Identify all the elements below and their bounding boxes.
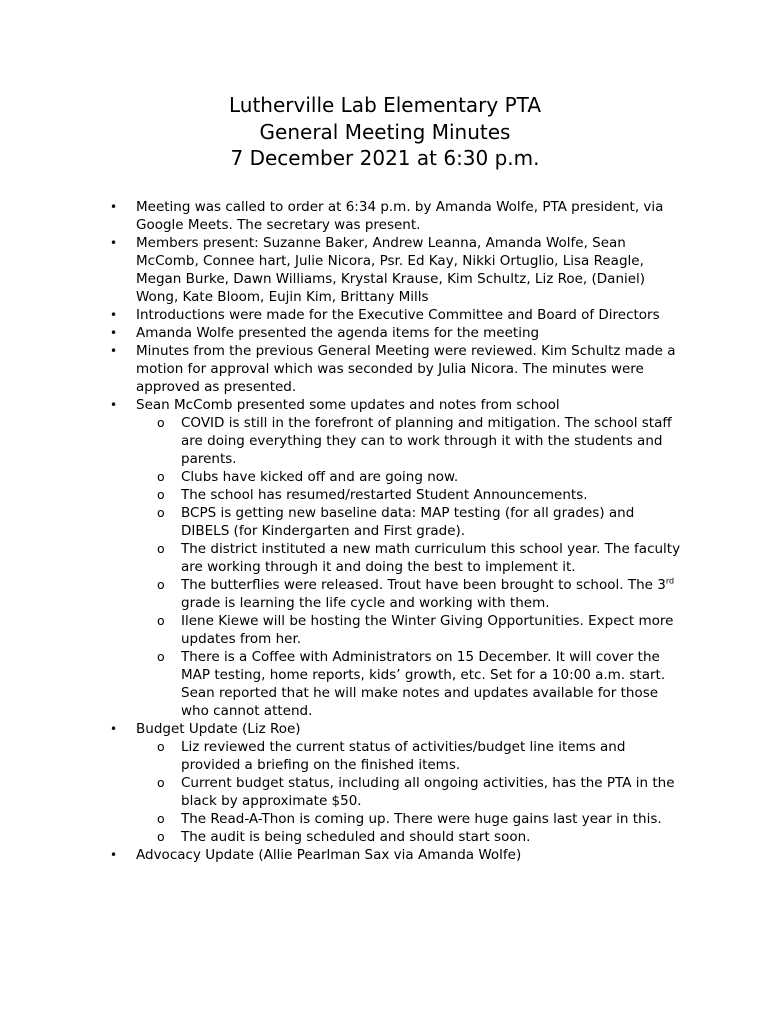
document-title xyxy=(0,92,770,172)
sub-item-text: The school has resumed/restarted Student Announcements. xyxy=(181,487,588,503)
list-item-advocacy-update xyxy=(0,846,684,864)
bullet-icon: • xyxy=(110,308,118,322)
bullet-icon: • xyxy=(110,236,118,250)
sub-item-text: Ilene Kiewe will be hosting the Winter Giving Opportunities. Expect more updates from her. xyxy=(181,613,674,647)
sub-item-math-curriculum xyxy=(0,540,684,576)
list-item-text: Amanda Wolfe presented the agenda items for the meeting xyxy=(136,325,540,341)
title-organization: Lutherville Lab Elementary PTA xyxy=(228,93,541,117)
sub-bullet-icon: o xyxy=(157,577,165,592)
sub-item-text: BCPS is getting new baseline data: MAP testing (for all grades) and DIBELS (for Kindergarten and First grade). xyxy=(181,505,635,539)
list-item-text: Budget Update (Liz Roe) xyxy=(136,721,301,737)
sub-bullet-icon: o xyxy=(157,469,165,484)
list-item-text: Members present: Suzanne Baker, Andrew Leanna, Amanda Wolfe, Sean McComb, Connee hart, Julie Nicora, Psr. Ed Kay, Nikki Ortuglio, Lisa Reagle, Megan Burke, Dawn Williams, Krystal Krause, Kim Schultz, Liz Roe, (Daniel) Wong, Kate Bloom, Eujin Kim, Brittany Mills xyxy=(136,235,646,305)
bullet-icon: • xyxy=(110,326,118,340)
list-item-text: Introductions were made for the Executive Committee and Board of Directors xyxy=(136,307,660,323)
sub-item-text: Clubs have kicked off and are going now. xyxy=(181,469,459,485)
title-meeting-type: General Meeting Minutes xyxy=(259,119,511,144)
sub-item-text: There is a Coffee with Administrators on 15 December. It will cover the MAP testing, home reports, kids’ growth, etc. Set for a 10:00 a.m. start. Sean reported that he will make notes and updates available for those who cannot attend. xyxy=(181,649,666,719)
sub-item-text-part: The butterflies were released. Trout have been brought to school. The 3 xyxy=(181,577,666,593)
sub-bullet-icon: o xyxy=(157,739,165,754)
sub-item-text: The district instituted a new math curriculum this school year. The faculty are working through it and doing the best to implement it. xyxy=(181,541,681,575)
list-item-members-present xyxy=(0,234,684,306)
list-item-budget-update xyxy=(0,720,684,738)
sub-bullet-icon: o xyxy=(157,829,165,844)
list-item-text: Advocacy Update (Allie Pearlman Sax via Amanda Wolfe) xyxy=(136,847,522,863)
sub-item-text: COVID is still in the forefront of planning and mitigation. The school staff are doing everything they can to work through it with the students and parents. xyxy=(181,415,672,467)
sub-bullet-icon: o xyxy=(157,775,165,790)
sub-item-announcements xyxy=(0,486,684,504)
list-item-call-to-order xyxy=(0,198,684,234)
sub-bullet-icon: o xyxy=(157,613,165,628)
sub-bullet-icon: o xyxy=(157,541,165,556)
sub-item-clubs xyxy=(0,468,684,486)
title-date: 7 December 2021 at 6:30 p.m. xyxy=(230,146,540,170)
sub-item-coffee-with-administrators xyxy=(0,648,684,720)
list-item-text: Sean McComb presented some updates and notes from school xyxy=(136,397,560,413)
sub-bullet-icon: o xyxy=(157,415,165,430)
bullet-icon: • xyxy=(110,398,118,412)
sub-bullet-icon: o xyxy=(157,649,165,664)
sub-item-read-a-thon xyxy=(0,810,684,828)
list-item-school-updates xyxy=(0,396,684,414)
sub-bullet-icon: o xyxy=(157,487,165,502)
bullet-icon: • xyxy=(110,848,118,862)
bullet-icon: • xyxy=(110,722,118,736)
list-item-previous-minutes xyxy=(0,342,684,396)
sub-item-text-part: grade is learning the life cycle and working with them. xyxy=(181,595,550,611)
sub-item-butterflies xyxy=(0,576,684,612)
list-item-agenda xyxy=(0,324,684,342)
sub-item-text xyxy=(181,577,674,611)
sub-item-text: The Read-A-Thon is coming up. There were huge gains last year in this. xyxy=(181,811,662,827)
sub-item-budget-status xyxy=(0,774,684,810)
ordinal-suffix: rd xyxy=(665,576,675,586)
sub-bullet-icon: o xyxy=(157,505,165,520)
bullet-icon: • xyxy=(110,200,118,214)
sub-item-audit xyxy=(0,828,684,846)
sub-bullet-icon: o xyxy=(157,811,165,826)
minutes-list xyxy=(0,198,770,864)
sub-item-text: Liz reviewed the current status of activities/budget line items and provided a briefing on the finished items. xyxy=(181,739,626,773)
sub-item-budget-review xyxy=(0,738,684,774)
sub-item-covid xyxy=(0,414,684,468)
sub-item-text: The audit is being scheduled and should start soon. xyxy=(181,829,531,845)
list-item-introductions xyxy=(0,306,684,324)
bullet-icon: • xyxy=(110,344,118,358)
sub-item-text: Current budget status, including all ongoing activities, has the PTA in the black by approximate $50. xyxy=(181,775,675,809)
sub-item-baseline-data xyxy=(0,504,684,540)
sub-item-winter-giving xyxy=(0,612,684,648)
list-item-text: Meeting was called to order at 6:34 p.m. by Amanda Wolfe, PTA president, via Google Meets. The secretary was present. xyxy=(136,199,664,233)
list-item-text: Minutes from the previous General Meeting were reviewed. Kim Schultz made a motion for approval which was seconded by Julia Nicora. The minutes were approved as presented. xyxy=(136,343,676,395)
